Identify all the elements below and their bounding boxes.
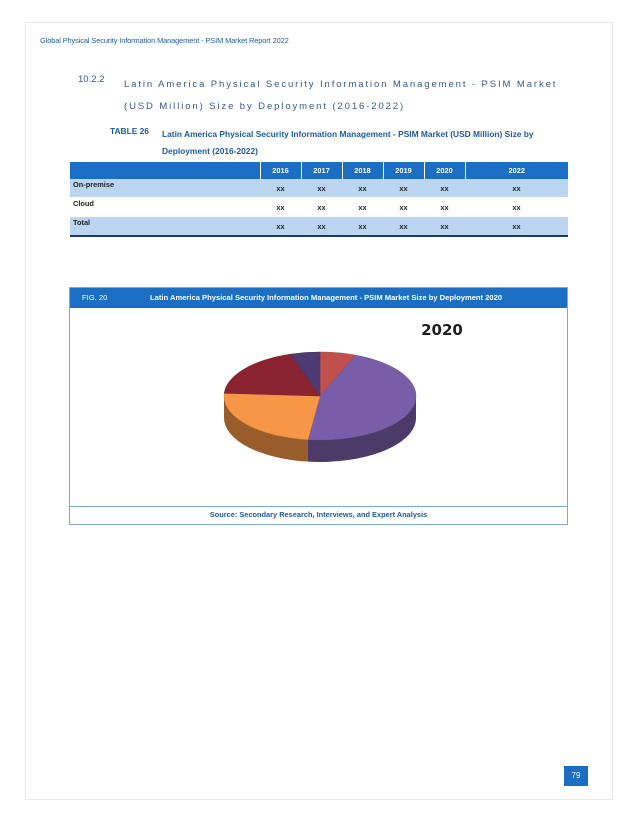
column-header: 2018 [342, 162, 383, 179]
table-row [70, 217, 568, 237]
column-header [70, 162, 260, 179]
market-table [70, 162, 568, 237]
row-label: Total [70, 217, 260, 237]
table-cell: xx [383, 179, 424, 198]
chart-title: 2020 [421, 321, 463, 339]
table-cell: xx [383, 198, 424, 217]
running-header: Global Physical Security Information Management - PSIM Market Report 2022 [40, 36, 289, 45]
column-header: 2020 [424, 162, 465, 179]
table-cell: xx [342, 179, 383, 198]
figure-header [70, 288, 567, 308]
table-row [70, 198, 568, 217]
page-number: 79 [564, 766, 588, 786]
table-cell: xx [465, 198, 568, 217]
figure-label: FIG. 20 [82, 293, 108, 302]
table-header-row [70, 162, 568, 179]
table-cell: xx [383, 217, 424, 237]
pie-chart [70, 308, 567, 505]
column-header: 2017 [301, 162, 342, 179]
figure-box [69, 287, 568, 525]
table-cell: xx [342, 198, 383, 217]
column-header: 2022 [465, 162, 568, 179]
table-cell: xx [260, 198, 301, 217]
table-label: TABLE 26 [110, 126, 149, 136]
table-cell: xx [465, 179, 568, 198]
row-label: On-premise [70, 179, 260, 198]
table-row [70, 179, 568, 198]
column-header: 2019 [383, 162, 424, 179]
table-cell: xx [301, 217, 342, 237]
table-title: Latin America Physical Security Information Management - PSIM Market (USD Million) Size by Deployment (2016-2022) [162, 129, 534, 156]
table-cell: xx [424, 217, 465, 237]
table-cell: xx [301, 179, 342, 198]
table-cell: xx [424, 179, 465, 198]
table-cell: xx [465, 217, 568, 237]
table-cell: xx [424, 198, 465, 217]
figure-title: Latin America Physical Security Information Management - PSIM Market Size by Deployment 2020 [150, 293, 503, 302]
section-title: Latin America Physical Security Information Management - PSIM Market (USD Million) Size by Deployment (2016-2022) [124, 79, 558, 112]
table-cell: xx [301, 198, 342, 217]
column-header: 2016 [260, 162, 301, 179]
section-number: 10.2.2 [78, 74, 105, 85]
table-cell: xx [260, 179, 301, 198]
figure-source: Source: Secondary Research, Interviews, and Expert Analysis [209, 510, 428, 519]
table-cell: xx [260, 217, 301, 237]
table-cell: xx [342, 217, 383, 237]
row-label: Cloud [70, 198, 260, 217]
figure-divider [70, 506, 567, 507]
